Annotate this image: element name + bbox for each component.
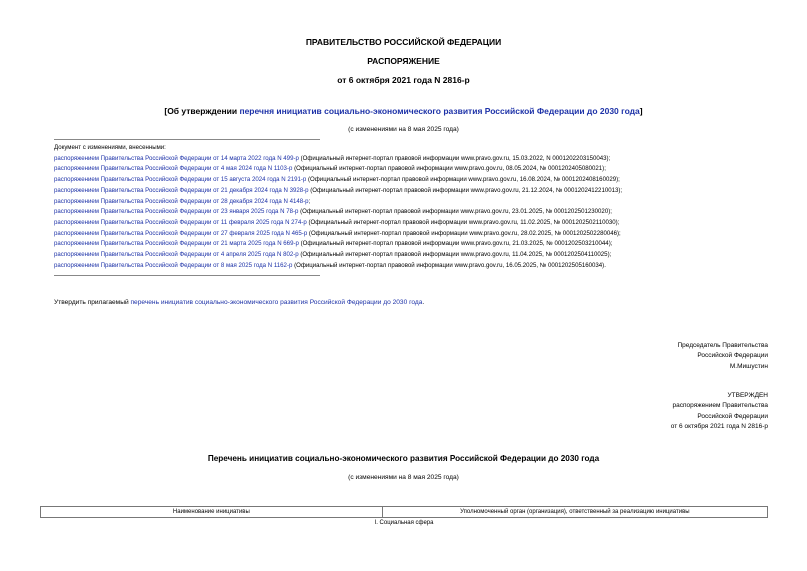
list-title: Перечень инициатив социально-экономического развития Российской Федерации до 2030 года [207, 454, 600, 463]
change-source: (Официальный интернет-портал правовой информации www.pravo.gov.ru, 15.03.2022, N 0001202203150043); [298, 154, 611, 162]
change-link[interactable]: распоряжением Правительства Российской Федерации от 28 декабря 2024 года N 4148-р [54, 197, 309, 205]
list-item [54, 218, 794, 229]
list-item [54, 229, 794, 240]
change-source: ; [308, 197, 311, 205]
document-title [0, 106, 807, 116]
change-source: (Официальный интернет-портал правовой информации www.pravo.gov.ru, 11.02.2025, № 0001202502110030); [306, 218, 620, 226]
approve-paragraph [54, 299, 424, 306]
approve-prefix: Утвердить прилагаемый [54, 299, 131, 306]
change-link[interactable]: распоряжением Правительства Российской Федерации от 21 декабря 2024 года N 3928-р [54, 186, 309, 194]
change-link[interactable]: распоряжением Правительства Российской Федерации от 8 мая 2025 года N 1162-р [54, 261, 293, 269]
signature-block [677, 341, 768, 372]
list-item [54, 250, 794, 261]
list-item [54, 164, 794, 175]
change-source: (Официальный интернет-портал правовой информации www.pravo.gov.ru, 16.05.2025, № 0001202505160034). [292, 261, 606, 269]
list-item [54, 207, 794, 218]
change-source: (Официальный интернет-портал правовой информации www.pravo.gov.ru, 23.01.2025, № 0001202501230020); [298, 208, 612, 216]
divider-bottom [54, 275, 320, 276]
list-item [54, 261, 794, 272]
approved-by: распоряжением Правительства [672, 402, 768, 410]
change-link[interactable]: распоряжением Правительства Российской Федерации от 23 января 2025 года N 78-р [54, 208, 299, 216]
change-link[interactable]: распоряжением Правительства Российской Федерации от 4 апреля 2025 года N 802-р [54, 251, 299, 259]
change-link[interactable]: распоряжением Правительства Российской Федерации от 11 февраля 2025 года N 274-р [54, 218, 307, 226]
table-header-row [41, 507, 768, 518]
changes-intro: Документ с изменениями, внесенными: [54, 144, 166, 151]
approve-link[interactable]: перечень инициатив социально-экономического развития Российской Федерации до 2030 года [130, 299, 423, 306]
approved-date: от 6 октября 2021 года N 2816-р [670, 423, 768, 431]
title-suffix: ] [639, 106, 643, 116]
title-prefix: [Об утверждении [164, 106, 240, 116]
change-source: (Официальный интернет-портал правовой информации www.pravo.gov.ru, 11.04.2025, № 0001202504110025); [298, 251, 612, 259]
table-row [41, 518, 768, 529]
change-link[interactable]: распоряжением Правительства Российской Федерации от 4 мая 2024 года N 1103-р [54, 165, 293, 173]
document-type: РАСПОРЯЖЕНИЕ [367, 56, 440, 66]
approved-block [671, 391, 768, 433]
government-name: ПРАВИТЕЛЬСТВО РОССИЙСКОЙ ФЕДЕРАЦИИ [305, 37, 502, 47]
change-source: (Официальный интернет-портал правовой информации www.pravo.gov.ru, 08.05.2024, № 0001202405080021); [292, 165, 606, 173]
change-source: (Официальный интернет-портал правовой информации www.pravo.gov.ru, 16.08.2024, № 0001202408160029); [306, 176, 620, 184]
changes-list [54, 143, 794, 271]
document-date-number: от 6 октября 2021 года N 2816-р [337, 75, 470, 85]
change-link[interactable]: распоряжением Правительства Российской Федерации от 21 марта 2025 года N 669-р [54, 240, 299, 248]
title-link[interactable]: перечня инициатив социально-экономического развития Российской Федерации до 2030 года [239, 106, 640, 116]
change-link[interactable]: распоряжением Правительства Российской Федерации от 14 марта 2022 года N 499-р [54, 154, 299, 162]
list-changes-note: (с изменениями на 8 мая 2025 года) [348, 474, 459, 481]
section-heading: I. Социальная сфера [374, 520, 434, 526]
approved-country: Российской Федерации [697, 412, 768, 420]
initiatives-table [40, 506, 768, 528]
list-item [54, 186, 794, 197]
approve-suffix: . [422, 299, 425, 306]
list-item [54, 239, 794, 250]
change-source: (Официальный интернет-портал правовой информации www.pravo.gov.ru, 21.03.2025, № 0001202503210044); [298, 240, 613, 248]
list-item [54, 197, 794, 208]
signature-name: М.Мишустин [729, 362, 768, 370]
column-header-initiative: Наименование инициативы [41, 507, 383, 518]
changes-note: (с изменениями на 8 мая 2025 года) [348, 126, 459, 133]
approved-label: УТВЕРЖДЕН [727, 392, 768, 399]
change-source: (Официальный интернет-портал правовой информации www.pravo.gov.ru, 28.02.2025, № 0001202502280046); [307, 229, 621, 237]
change-source: (Официальный интернет-портал правовой информации www.pravo.gov.ru, 21.12.2024, № 0001202412210013); [308, 186, 623, 194]
divider-top [54, 139, 320, 140]
list-item [54, 175, 794, 186]
signature-position: Председатель Правительства [677, 342, 768, 349]
column-header-authority: Уполномоченный орган (организация), ответственный за реализацию инициативы [382, 507, 767, 518]
change-link[interactable]: распоряжением Правительства Российской Федерации от 15 августа 2024 года N 2191-р [54, 176, 307, 184]
change-link[interactable]: распоряжением Правительства Российской Федерации от 27 февраля 2025 года N 465-р [54, 229, 308, 237]
signature-country: Российской Федерации [697, 352, 768, 360]
list-item [54, 154, 794, 165]
